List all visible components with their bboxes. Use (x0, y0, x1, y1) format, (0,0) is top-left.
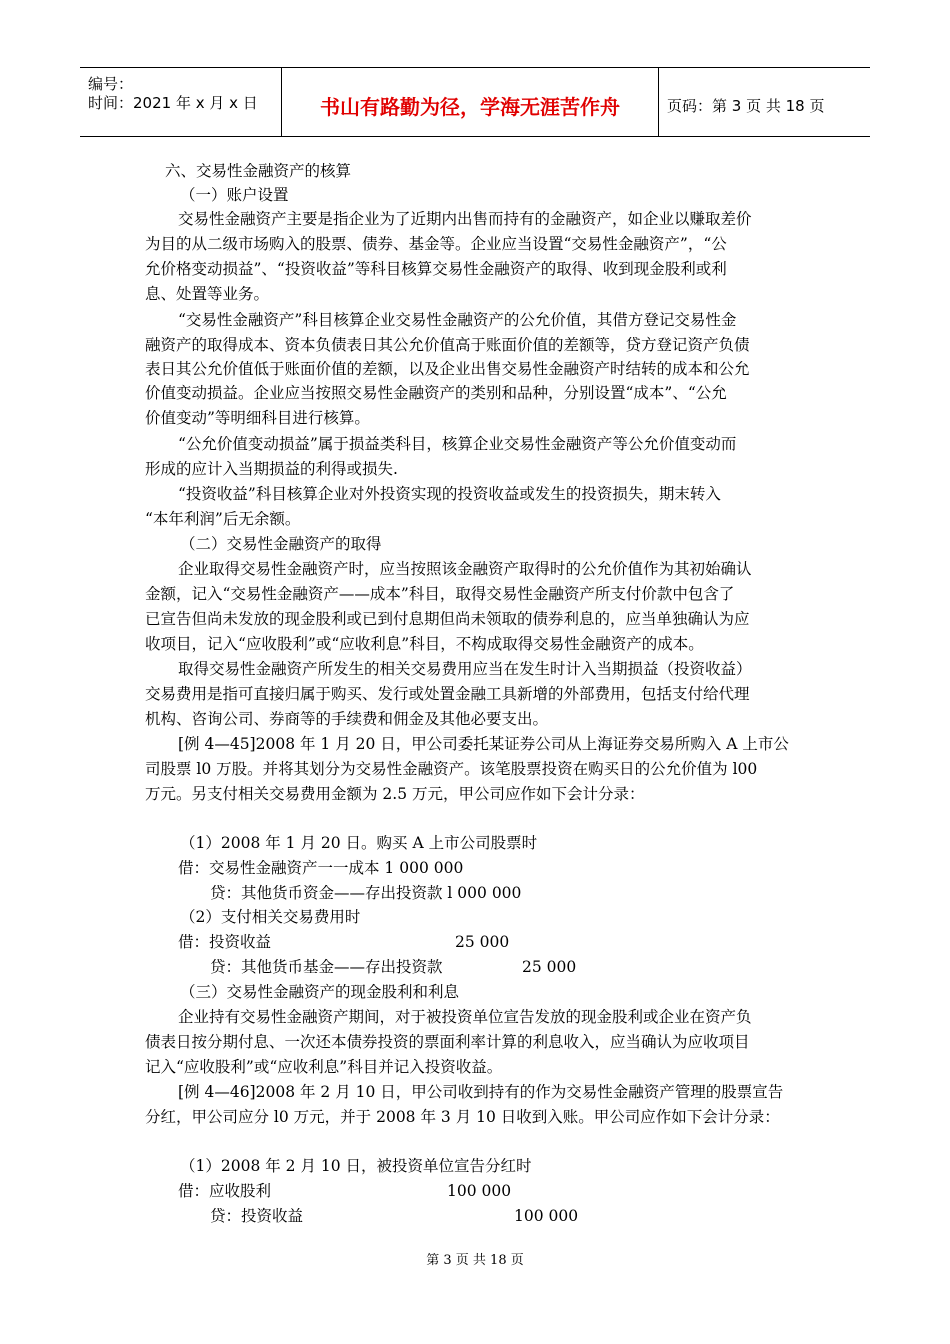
text-line: “公允价值变动损益”属于损益类科目，核算企业交易性金融资产等公允价值变动而 (178, 435, 737, 453)
section-heading: 六、交易性金融资产的核算 (165, 162, 352, 180)
text-line: 形成的应计入当期损益的利得或损失. (145, 460, 398, 478)
entry-credit-amount: 25 000 (522, 958, 577, 976)
text-line: 债表日按分期付息、一次还本债券投资的票面利率计算的利息收入，应当确认为应收项目 (145, 1033, 750, 1051)
text-line: 企业持有交易性金融资产期间，对于被投资单位宣告发放的现金股利或企业在资产负 (178, 1008, 752, 1026)
entry-step: （2）支付相关交易费用时 (180, 908, 361, 926)
text-line: 交易性金融资产主要是指企业为了近期内出售而持有的金融资产，如企业以赚取差价 (178, 210, 752, 228)
text-line: “投资收益”科目核算企业对外投资实现的投资收益或发生的投资损失，期末转入 (178, 485, 721, 503)
entry-step: （1）2008 年 1 月 20 日。购买 A 上市公司股票时 (180, 834, 538, 852)
header-page-info: 页码：第 3 页 共 18 页 (667, 97, 825, 115)
subsection-heading: （二）交易性金融资产的取得 (180, 535, 382, 553)
text-line: 息、处置等业务。 (145, 285, 270, 303)
page-header (80, 67, 870, 137)
document-number-label: 编号： (88, 75, 134, 93)
subsection-heading: （一）账户设置 (180, 186, 289, 204)
entry-debit-amount: 100 000 (447, 1182, 512, 1200)
text-line: 已宣告但尚未发放的现金股利或已到付息期但尚未领取的债券利息的，应当单独确认为应 (145, 610, 750, 628)
text-line: “本年利润”后无余额。 (145, 510, 301, 528)
text-line: “交易性金融资产”科目核算企业交易性金融资产的公允价值，其借方登记交易性金 (178, 311, 737, 329)
header-meta-cell (80, 68, 282, 136)
entry-credit-account: 贷：其他货币基金——存出投资款 (210, 958, 443, 976)
text-line: 价值变动损益。企业应当按照交易性金融资产的类别和品种，分别设置“成本”、“公允 (145, 384, 727, 402)
text-line: 融资产的取得成本、资本负债表日其公允价值高于账面价值的差额等，贷方登记资产负债 (145, 336, 750, 354)
text-line: 收项目，记入“应收股利”或“应收利息”科目，不构成取得交易性金融资产的成本。 (145, 635, 704, 653)
text-line: 记入“应收股利”或“应收利息”科目并记入投资收益。 (145, 1058, 503, 1076)
header-page-cell (659, 68, 870, 136)
entry-debit-amount: 25 000 (455, 933, 510, 951)
header-motto-cell (282, 68, 659, 136)
text-line: 为目的从二级市场购入的股票、债券、基金等。企业应当设置“交易性金融资产”，“公 (145, 235, 727, 253)
entry-debit-account: 借：应收股利 (178, 1182, 272, 1200)
example-line: 万元。另支付相关交易费用金额为 2.5 万元，甲公司应作如下会计分录： (145, 785, 645, 803)
example-line: 司股票 l0 万股。并将其划分为交易性金融资产。该笔股票投资在购买日的公允价值为 l00 (145, 760, 758, 778)
text-line: 交易费用是指可直接归属于购买、发行或处置金融工具新增的外部费用，包括支付给代理 (145, 685, 750, 703)
document-date-label: 时间：2021 年 x 月 x 日 (88, 94, 258, 112)
text-line: 取得交易性金融资产所发生的相关交易费用应当在发生时计入当期损益（投资收益） (178, 660, 752, 678)
subsection-heading: （三）交易性金融资产的现金股利和利息 (180, 983, 460, 1001)
example-line: 分红，甲公司应分 l0 万元，并于 2008 年 3 月 10 日收到入账。甲公司应作如下会计分录： (145, 1108, 780, 1126)
text-line: 机构、咨询公司、券商等的手续费和佣金及其他必要支出。 (145, 710, 549, 728)
text-line: 允价格变动损益”、“投资收益”等科目核算交易性金融资产的取得、收到现金股利或利 (145, 260, 727, 278)
entry-credit-amount: 100 000 (514, 1207, 579, 1225)
entry-credit: 贷：其他货币资金——存出投资款 l 000 000 (210, 884, 522, 902)
example-line: [例 4—46]2008 年 2 月 10 日，甲公司收到持有的作为交易性金融资产管理的股票宣告 (178, 1083, 784, 1101)
header-motto: 书山有路勤为径，学海无涯苦作舟 (320, 95, 620, 119)
text-line: 价值变动”等明细科目进行核算。 (145, 409, 370, 427)
entry-debit: 借：交易性金融资产一一成本 1 000 000 (178, 859, 464, 877)
page-footer: 第 3 页 共 18 页 (426, 1253, 524, 1268)
entry-step: （1）2008 年 2 月 10 日，被投资单位宣告分红时 (180, 1157, 532, 1175)
example-line: [例 4—45]2008 年 1 月 20 日，甲公司委托某证券公司从上海证券交易所购入 A 上市公 (178, 735, 789, 753)
text-line: 金额，记入“交易性金融资产——成本”科目，取得交易性金融资产所支付价款中包含了 (145, 585, 735, 603)
entry-credit-account: 贷：投资收益 (210, 1207, 304, 1225)
text-line: 企业取得交易性金融资产时，应当按照该金融资产取得时的公允价值作为其初始确认 (178, 560, 752, 578)
text-line: 表日其公允价值低于账面价值的差额，以及企业出售交易性金融资产时结转的成本和公允 (145, 360, 750, 378)
entry-debit-account: 借：投资收益 (178, 933, 272, 951)
